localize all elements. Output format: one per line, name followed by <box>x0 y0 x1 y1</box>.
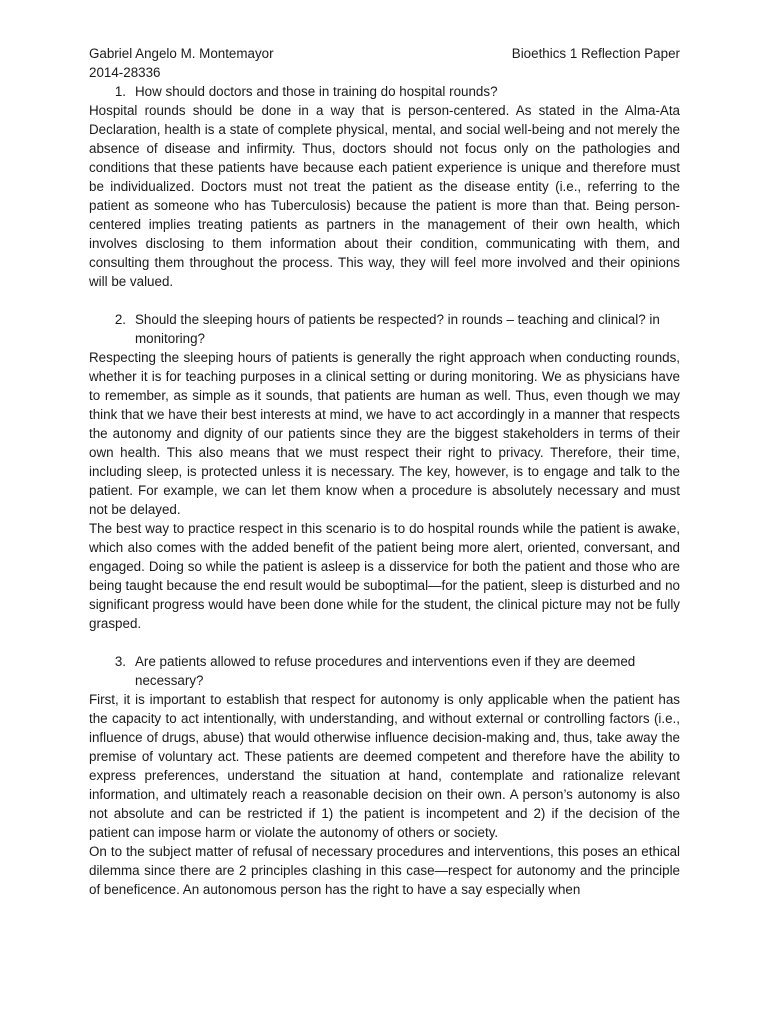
answer-paragraph: Hospital rounds should be done in a way that is person-centered. As stated in the Alma-Ata Declaration, health is a state of complete physical, mental, and social well-being and not merely the absence of disease and infirmity. Thus, doctors should not focus only on the pathologies and conditions that these patients have because each patient experience is unique and therefore must be individualized. Doctors must not treat the patient as the disease entity (i.e., referring to the patient as someone who has Tuberculosis) because the patient is more than that. Being person-centered implies treating patients as partners in the management of their own health, which involves disclosing to them information about their condition, communicating with them, and consulting them throughout the process. This way, they will feel more involved and their opinions will be valued. <box>89 103 680 289</box>
answer-paragraph: Respecting the sleeping hours of patients is generally the right approach when conducting rounds, whether it is for teaching purposes in a clinical setting or during monitoring. We as physicians have to remember, as simple as it sounds, that patients are human as well. Thus, even though we may think that we have their best interests at mind, we have to act accordingly in a manner that respects the autonomy and dignity of our patients since they are the biggest stakeholders in terms of their own health. This also means that we must respect their right to privacy. Therefore, their time, including sleep, is protected unless it is necessary. The key, however, is to engage and talk to the patient. For example, we can let them know when a procedure is absolutely necessary and must not be delayed. <box>89 350 680 517</box>
author-name: Gabriel Angelo M. Montemayor <box>89 46 274 61</box>
author-block <box>89 44 274 82</box>
document-title: Bioethics 1 Reflection Paper <box>511 46 680 61</box>
question-1 <box>89 82 680 101</box>
question-text: Are patients allowed to refuse procedures and interventions even if they are deemed necessary? <box>135 654 636 688</box>
question-2 <box>89 310 680 348</box>
answer-paragraph: The best way to practice respect in this scenario is to do hospital rounds while the patient is awake, which also comes with the added benefit of the patient being more alert, oriented, conversant, and engaged. Doing so while the patient is asleep is a disservice for both the patient and those who are being taught because the end result would be suboptimal—for the patient, sleep is disturbed and no significant progress would have been done while for the student, the clinical picture may not be fully grasped. <box>89 521 680 631</box>
question-text: Should the sleeping hours of patients be respected? in rounds – teaching and clinical? in monitoring? <box>135 312 660 346</box>
question-number: 3. <box>114 654 126 669</box>
question-text: How should doctors and those in training do hospital rounds? <box>135 84 498 99</box>
question-number: 1. <box>114 84 126 99</box>
answer-paragraph: On to the subject matter of refusal of necessary procedures and interventions, this poses an ethical dilemma since there are 2 principles clashing in this case—respect for autonomy and the principle of beneficence. An autonomous person has the right to have a say especially when <box>89 844 680 897</box>
question-3 <box>89 652 680 690</box>
question-number: 2. <box>114 312 126 327</box>
document-header <box>89 44 680 82</box>
student-id: 2014-28336 <box>89 65 161 80</box>
answer-paragraph: First, it is important to establish that respect for autonomy is only applicable when the patient has the capacity to act intentionally, with understanding, and without external or controlling factors (i.e., influence of drugs, abuse) that would otherwise influence decision-making and, thus, take away the premise of voluntary act. These patients are deemed competent and therefore have the ability to express preferences, understand the situation at hand, contemplate and rationalize relevant information, and ultimately reach a reasonable decision on their own. A person’s autonomy is also not absolute and can be restricted if 1) the patient is incompetent and 2) if the decision of the patient can impose harm or violate the autonomy of others or society. <box>89 692 680 840</box>
